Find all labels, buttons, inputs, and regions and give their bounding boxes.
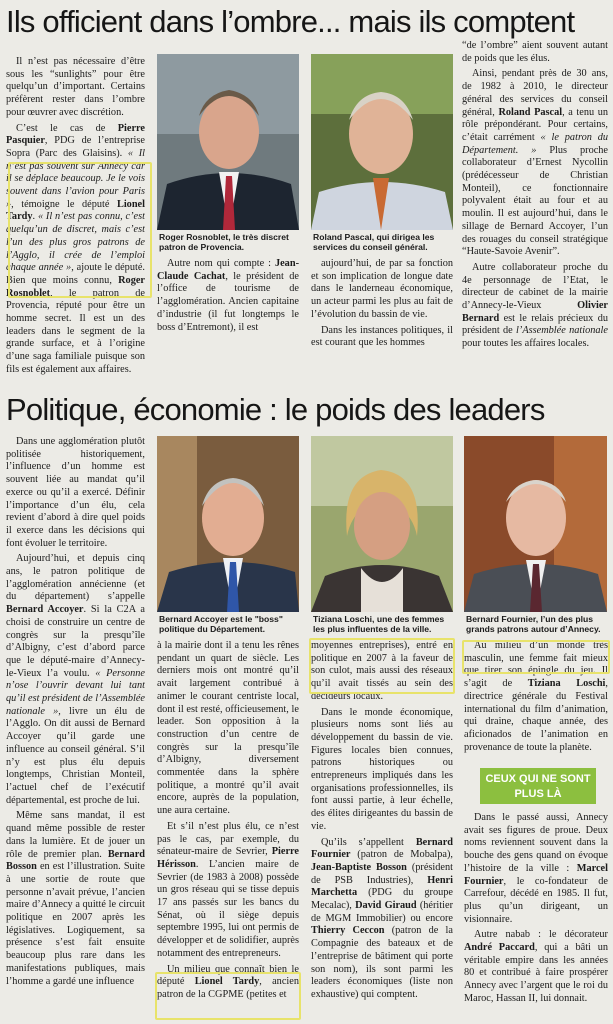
sidebar-box-text: Dans le passé aussi, Annecy avait ses figures de proue. Deux noms reviennent souvent dans la bouche des gens quand on évoque l’histoire de la ville : Marcel Fournier, le co-fondateur de Carrefour, décédé en 1985. Il fut, plus qu’un dirigeant, un visionnaire. Autre nabab : le décorateur André Paccard, qui a bâti un véritable empire dans les années 80 et contribué à faire prospérer Annecy avec l’argent que le roi du Maroc, Hassan II, lui donnait. (464, 812, 608, 1004)
highlight-box (309, 638, 455, 694)
portrait-woman-icon (311, 436, 453, 612)
caption-pascal: Roland Pascal, qui dirigea les services du conseil général. (313, 232, 435, 253)
headline-bottom: Politique, économie : le poids des leaders (6, 392, 545, 427)
article-bottom-col-2: à la mairie dont il a tenu les rênes pendant un quart de siècle. Les derniers mois ont montré qu’il avait largement contribué à animer le courant centriste local, dont il est resté, officieusement, le leader. Son opposition à la construction d’un centre de congrès sur la presqu’île d’Albigny, diversement commentée dans la sphère politique, a montré qu’il avait encore, auprès de la population, une aura certaine. Et s’il n’est plus élu, ce n’est pas le cas, par exemple, du sénateur-maire de Sevrier, Pierre Hérisson. L’ancien maire de Sevrier (de 1983 à 2008) possède un gros réseau qui se tisse depuis 17 ans passés sur les bancs du Sénat, où il siège depuis septembre 1995, lui ont permis de développer et de solidifier, auprès notamment des entrepreneurs. Un milieu que connaît bien le député Lionel Tardy, ancien patron de la CGPME (petites et (157, 640, 299, 1000)
caption-accoyer: Bernard Accoyer est le "boss" politique du Département. (159, 614, 283, 635)
article-top-col-4: “de l’ombre” aient souvent autant de poids que les élus. Ainsi, pendant près de 30 ans, de 1982 à 2010, le directeur général des services du conseil général, Roland Pascal, a tenu un rôle prépondérant. Pour certains, c’était carrément « le patron du Département. » Plus proche collaborateur d’Ernest Nycollin (prédécesseur de Christian Monteil), ce fonctionnaire polyvalent était au four et au moulin. Il est aujourd’hui, dans le sillage de Bernard Accoyer, l’un des rouages du conseil stratégique “Haute-Savoie Avenir”. Autre collaborateur proche du 4e personnage de l’Etat, le directeur de cabinet de la mairie d’Annecy-le-Vieux Olivier Bernard est le relais précieux du président de l’Assemblée nationale pour toutes les affaires locales. (462, 40, 608, 350)
portrait-man-icon (157, 54, 299, 230)
highlight-box (155, 972, 301, 1020)
photo-bernard-accoyer (157, 436, 299, 612)
article-bottom-col-1: Dans une agglomération plutôt politisée historiquement, l’influence d’un homme est souvent liée au mandat qu’il exerce ou qu’il a exercé. Définir l’importance d’un élu, cela revient d’abord à dire quel poids il exerce dans les décisions qui font évoluer le territoire. Aujourd’hui, et depuis cinq ans, le patron politique de l’agglomération annécienne (et du département) s’appelle Bernard Accoyer. Si la C2A a choisi de construire un centre de congrès sur la presqu’île d’Albigny, c’est d’abord parce que le député-maire d’Annecy-le-Vieux l’a voulu. « Personne n’ose l’ouvrir devant lui tant qu’il est président de l’Assemblée nationale », livre un élu de l’Agglo. On dit aussi de Bernard Accoyer qu’il garde une influence au conseil général. S’il n’y est plus élu depuis longtemps, Christian Monteil, l’actuel chef de l’exécutif départemental, est proche de lui. Même sans mandat, il est quand même possible de rester dans la lumière. Et de jouer un rôle de premier plan. Bernard Bosson en est l’illustration. Suite à une sortie de route que personne n’avait prévue, l’ancien maire d’Annecy a quitté le circuit politique en 2007 après les législatives. Logiquement, sa présence s’est fait ensuite beaucoup plus rare dans les manifestations publiques, mais l’homme a gardé une influence (6, 436, 145, 987)
article-bottom-col-4: Au milieu d’un monde très masculin, une femme fait mieux que tirer son épingle du jeu. Il s’agit de Tiziana Loschi, directrice générale du Festival international du film d’animation, qui draine, chaque année, des aficionados de l’animation en provenance de toute la planète. (464, 640, 608, 753)
headline-top: Ils officient dans l’ombre... mais ils comptent (6, 4, 575, 39)
caption-loschi: Tiziana Loschi, une des femmes les plus influentes de la ville. (313, 614, 445, 635)
highlight-box (8, 162, 152, 298)
photo-bernard-fournier (464, 436, 607, 612)
portrait-man-icon (157, 436, 299, 612)
caption-fournier: Bernard Fournier, l’un des plus grands patrons autour d’Annecy. (466, 614, 601, 635)
highlight-box (462, 640, 610, 674)
article-bottom-col-3: moyennes entreprises), entré en politique en 2007 à la faveur de son culot, mais aussi des réseaux qu’il avait tissés au sein des décideurs locaux. Dans le monde économique, plusieurs noms sont liés au développement du bassin de vie. Figures locales bien connues, patrons historiques ou entrepreneurs impliqués dans les organisations professionnelles, ils font aussi partie, à leur échelle, des élites dirigeantes du bassin de vie. Qu’ils s’appellent Bernard Fournier (patron de Mobalpa), Jean-Baptiste Bosson (président de PSB Industries), Henri Marchetta (PDG du groupe Mecalac), David Giraud (héritier de MGM Immobilier) ou encore Thierry Ceccon (patron de la Compagnie des bateaux et de l’entreprise de bâtiment qui porte son nom), ils sont parmi les leaders économiques (liste non exhaustive) qui comptent. (311, 640, 453, 1000)
sidebar-box-heading: CEUX QUI NE SONT PLUS LÀ (480, 768, 596, 804)
portrait-man-icon (464, 436, 607, 612)
article-top-col-2: Autre nom qui compte : Jean-Claude Cachat, le président de l’office de tourisme de l’agglomération. Ancien capitaine d’industrie (il fut longtemps le boss d’Entremont), il est (157, 258, 299, 333)
photo-tiziana-loschi (311, 436, 453, 612)
portrait-man-icon (311, 54, 453, 230)
caption-rosnoblet: Roger Rosnoblet, le très discret patron de Provencia. (159, 232, 289, 253)
photo-roland-pascal (311, 54, 453, 230)
photo-roger-rosnoblet (157, 54, 299, 230)
article-top-col-1: Il n’est pas nécessaire d’être sous les “sunlights” pour être quelqu’un d’important. Certains préfèrent rester dans l’ombre pour œuvrer avec discrétion. C’est le cas de Pierre Pasquier, PDG de l’entreprise Sopra (Parc des Glaisins). « Il n’est pas souvent sur Annecy car il se déplace beaucoup. Je le vois souvent dans l’avion pour Paris », témoigne le député Lionel Tardy. « Il n’est pas connu, c’est quelqu’un de discret, mais c’est l’un des plus gros patrons de l’Agglo, il crée de l’emploi chaque année », ajoute le député. Bien que moins connu, Roger Rosnoblet, le patron de Provencia, réputé pour être un homme secret. Il est un des leaders dans le segment de la grande surface, et à l’origine d’une saga familiale puisque son fils est également aux affaires. (6, 56, 145, 375)
article-top-col-3: aujourd’hui, de par sa fonction et son implication de longue date dans le landerneau économique, un acteur parmi les plus au fait de l’évolution du bassin de vie. Dans les instances politiques, il est courant que les hommes (311, 258, 453, 349)
